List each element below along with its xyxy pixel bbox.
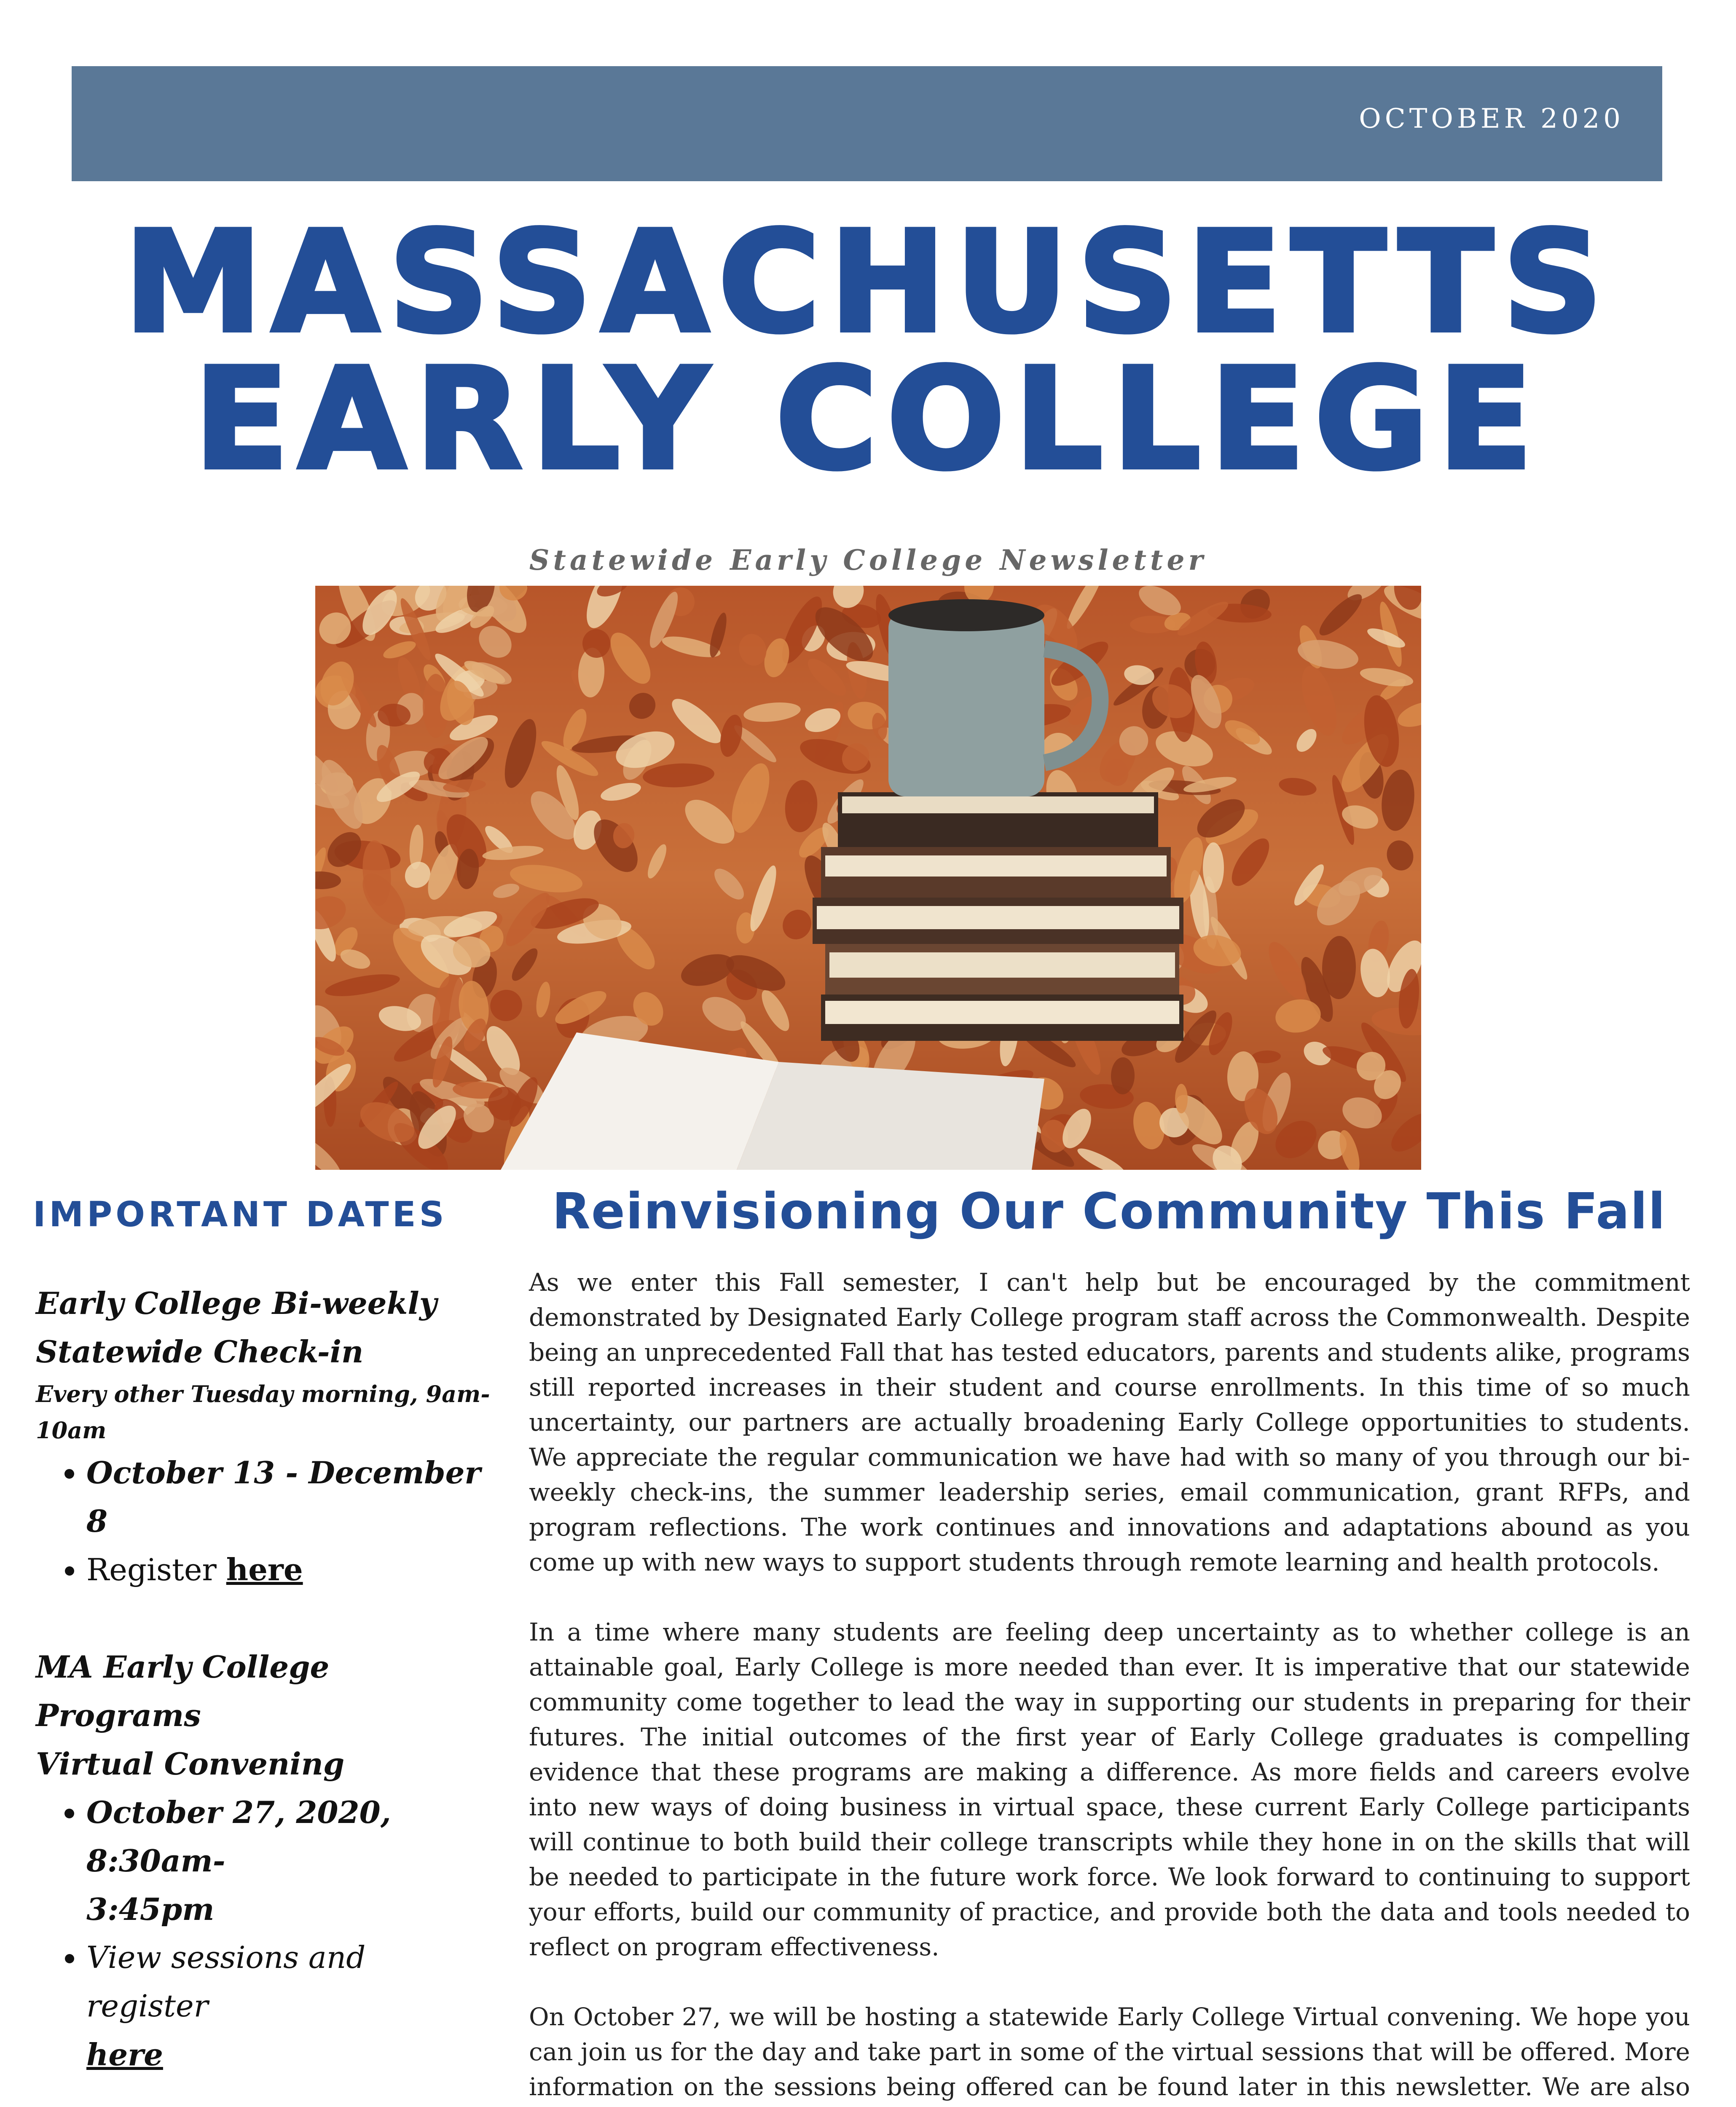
newsletter-title-line1: MASSACHUSETTS: [124, 201, 1612, 363]
event2-title-line1: MA Early College Programs: [36, 1649, 330, 1733]
event1-register: [86, 1545, 491, 1594]
article-paragraph-1: As we enter this Fall semester, I can't help but be encouraged by the commitment demonstrated by Designated Early College program staff across the Commonwealth. Despite being an unprecedented Fall that has tested educators, parents and students alike, programs still reported increases in their student and course enrollments. In this time of so much uncertainty, our partners are actually broadening Early College opportunities to students. We appreciate the regular communication we have had with so many of you through our bi-weekly check-ins, the summer leadership series, email communication, grant RFPs, and program reflections. The work continues and innovations and adaptations abound as you come up with new ways to support students through remote learning and health protocols.: [529, 1268, 1690, 1576]
event2-register-link[interactable]: here: [86, 2037, 163, 2072]
event1-register-link[interactable]: here: [226, 1552, 303, 1587]
article-body: [529, 1265, 1690, 2107]
event1-sub-line1: Every other Tuesday morning, 9am-: [36, 1381, 490, 1407]
event2-title-line2: Virtual Convening: [36, 1746, 345, 1782]
event1-title-line2: Statewide Check-in: [36, 1334, 364, 1370]
event2-list: [36, 1788, 491, 2079]
issue-date: OCTOBER 2020: [1359, 103, 1624, 134]
important-dates-heading: IMPORTANT DATES: [33, 1195, 448, 1235]
newsletter-title-line2: EARLY COLLEGE: [194, 338, 1542, 500]
event1-dates: • October 13 - December 8: [86, 1448, 491, 1545]
event2-date-line1: October 27, 2020, 8:30am-: [86, 1794, 391, 1879]
event1-register-prefix: Register: [86, 1552, 226, 1587]
date-banner: [72, 66, 1662, 181]
event2-date: [86, 1788, 491, 1933]
event1-sub-line2: 10am: [36, 1417, 107, 1444]
event2-sessions-text: View sessions and register: [86, 1940, 366, 2024]
event2-date-line2: 3:45pm: [86, 1891, 215, 1927]
article-paragraph-2: In a time where many students are feeling deep uncertainty as to whether college is an attainable goal, Early College is more needed than ever. It is imperative that our statewide community come together to lead the way in supporting our students in preparing for their futures. The initial outcomes of the first year of Early College graduates is compelling evidence that these programs are making a difference. As more fields and careers evolve into new ways of doing business in virtual space, these current Early College participants will continue to both build their college transcripts while they hone in on the skills that will be needed to participate in the future work force. We look forward to continuing to support your efforts, build our community of practice, and provide both the data and tools needed to reflect on program effectiveness.: [529, 1618, 1690, 1961]
newsletter-subtitle: Statewide Early College Newsletter: [529, 544, 1207, 576]
event1-list: [36, 1448, 491, 1594]
article-paragraph-3: On October 27, we will be hosting a statewide Early College Virtual convening. We hope you can join us for the day and take part in some of the virtual sessions that will be offered. More information on the sessions being offered can be found later in this newsletter. We are also: [529, 2002, 1690, 2101]
event2-sessions: [86, 1933, 491, 2079]
hero-photo-books-leaves: [315, 586, 1421, 1170]
event1-title-line1: Early College Bi-weekly: [36, 1285, 437, 1321]
article-heading: Reinvisioning Our Community This Fall: [552, 1182, 1666, 1240]
important-dates-sidebar: [36, 1279, 491, 2107]
